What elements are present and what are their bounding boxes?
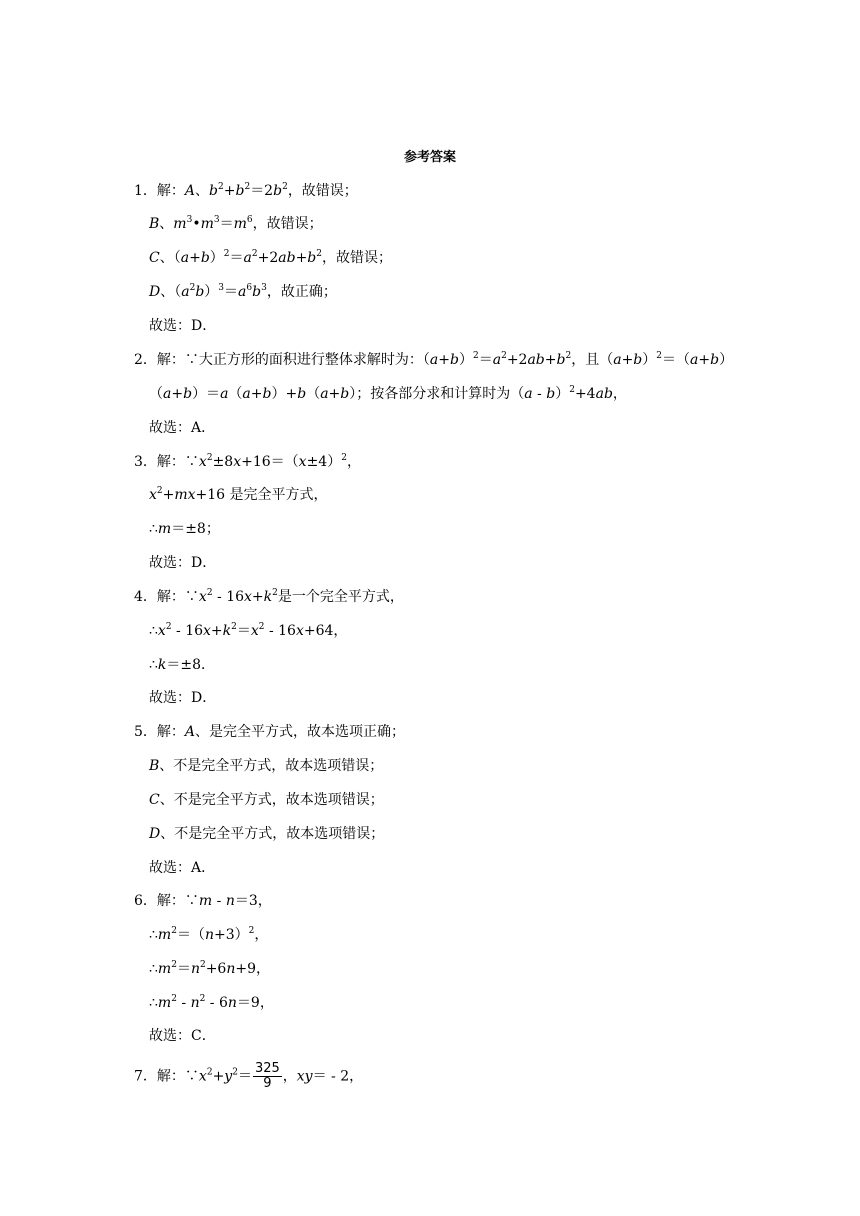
q1-line-4: D、$(a^2b)^3=a^6b^3$，故正确； bbox=[149, 283, 337, 300]
q2-line-2: （a+b）＝a（a+b）+b（a+b）；按各部分求和计算时为（a - b）$^2$+4ab， bbox=[149, 385, 627, 402]
q5-choice: 故选：A． bbox=[149, 860, 216, 876]
q1-line-3: C、$(a+b)^2=a^2+2ab+b^2$，故错误； bbox=[149, 249, 392, 266]
q6-line-2: $\therefore m^2=(n+3)^2$， bbox=[149, 926, 269, 943]
q6-line-1: 6．解：∵m - n＝3， bbox=[134, 893, 272, 909]
q1-line-2: B、$m^3•m^3=m^6$，故错误； bbox=[149, 215, 323, 232]
q6-line-4: $\therefore m^2 - n^2 - 6n=9$， bbox=[149, 994, 274, 1011]
q4-choice: 故选：D． bbox=[149, 690, 217, 706]
q2-choice: 故选：A． bbox=[149, 420, 216, 436]
q1-choice: 故选：D． bbox=[149, 318, 217, 334]
q6-choice: 故选：C． bbox=[149, 1028, 216, 1044]
fraction bbox=[253, 1062, 282, 1091]
q3-choice: 故选：D． bbox=[149, 555, 217, 571]
q5-line-1: 5．解：A、是完全平方式，故本选项正确； bbox=[134, 724, 406, 740]
q5-line-2: B、不是完全平方式，故本选项错误； bbox=[149, 758, 384, 774]
q3-line-3: ∴m＝±8； bbox=[149, 521, 220, 537]
q2-line-1: 2．解：∵大正方形的面积进行整体求解时为：$(a+b)^2=a^2+2ab+b^2$，且$(a+b)^2=(a+b)$ bbox=[134, 351, 734, 368]
q4-line-3: ∴k＝±8． bbox=[149, 657, 216, 673]
q6-line-3: $\therefore m^2=n^2+6n+9$， bbox=[149, 960, 271, 977]
q7-line-1: 7．解：$\because x^2+y^2=$ $\frac{325}{9}$ ，xy＝ - 2， bbox=[134, 1061, 364, 1091]
q5-line-4: D、不是完全平方式，故本选项错误； bbox=[149, 826, 385, 842]
q5-line-3: C、不是完全平方式，故本选项错误； bbox=[149, 792, 384, 808]
q4-line-2: $\therefore x^2 - 16x+k^2=x^2 - 16x+64$， bbox=[149, 622, 348, 639]
fraction-numerator: 325 bbox=[254, 1061, 280, 1076]
q1-line-1: 1．解：A、$b^2+b^2=2b^2$，故错误； bbox=[134, 182, 358, 199]
q3-line-1: 3．解：$\because x^2\pm 8x+16=(x\pm 4)^2$， bbox=[134, 453, 361, 470]
q3-line-2: $x^2+mx+16$ 是完全平方式， bbox=[149, 486, 328, 503]
q4-line-1: 4．解：$\because x^2 - 16x+k^2$是一个完全平方式， bbox=[134, 588, 404, 605]
page-title: 参考答案 bbox=[403, 150, 456, 165]
fraction-denominator: 9 bbox=[263, 1076, 272, 1091]
